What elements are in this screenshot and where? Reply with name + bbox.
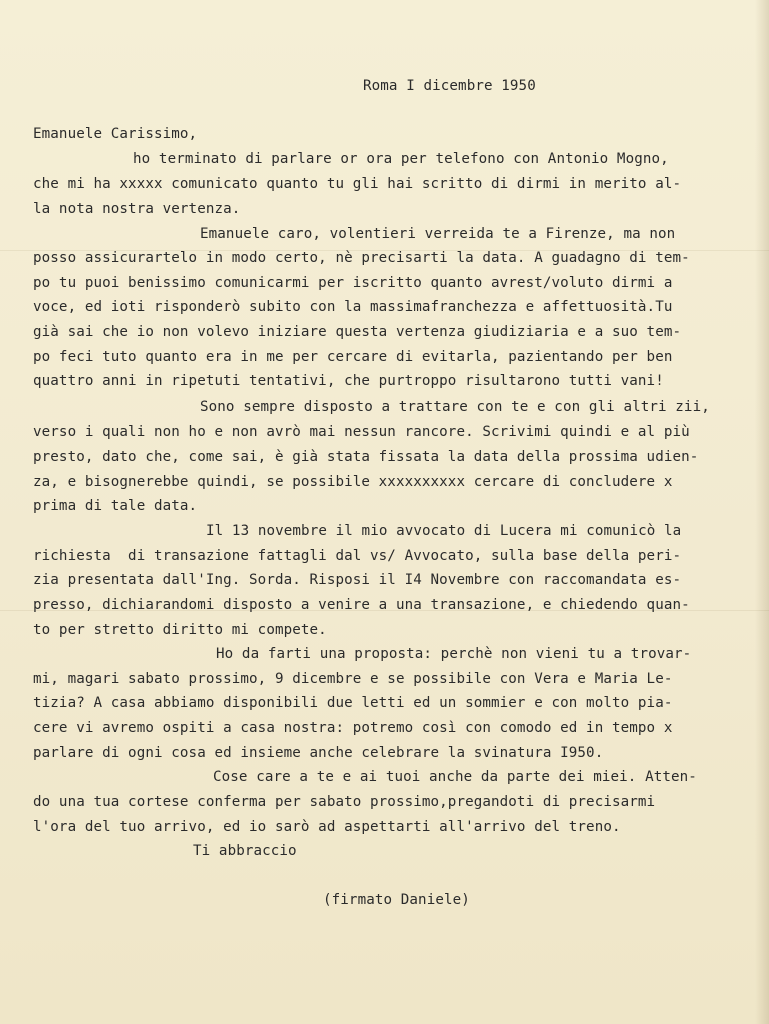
text-line: Cose care a te e ai tuoi anche da parte dei miei. Atten- bbox=[213, 769, 697, 785]
letter-closing: Ti abbraccio bbox=[193, 843, 297, 859]
text-line: posso assicurartelo in modo certo, nè precisarti la data. A guadagno di tem- bbox=[33, 250, 690, 266]
text-line: quattro anni in ripetuti tentativi, che purtroppo risultarono tutti vani! bbox=[33, 373, 664, 389]
letter-date: Roma I dicembre 1950 bbox=[363, 78, 536, 94]
letter-signature: (firmato Daniele) bbox=[323, 892, 470, 908]
text-line: po feci tuto quanto era in me per cercare di evitarla, pazientando per ben bbox=[33, 349, 673, 365]
text-line: to per stretto diritto mi compete. bbox=[33, 622, 327, 638]
text-line: prima di tale data. bbox=[33, 498, 198, 514]
text-line: richiesta di transazione fattagli dal vs/ Avvocato, sulla base della peri- bbox=[33, 548, 682, 564]
letter-salutation: Emanuele Carissimo, bbox=[33, 126, 198, 142]
text-line: Sono sempre disposto a trattare con te e con gli altri zii, bbox=[200, 399, 710, 415]
text-line: Emanuele caro, volentieri verreida te a Firenze, ma non bbox=[200, 226, 676, 242]
text-line: Il 13 novembre il mio avvocato di Lucera mi comunicò la bbox=[206, 523, 682, 539]
text-line: mi, magari sabato prossimo, 9 dicembre e se possibile con Vera e Maria Le- bbox=[33, 671, 673, 687]
text-line: zia presentata dall'Ing. Sorda. Risposi il I4 Novembre con raccomandata es- bbox=[33, 572, 682, 588]
text-line: za, e bisognerebbe quindi, se possibile xxxxxxxxxx cercare di concludere x bbox=[33, 474, 673, 490]
text-line: già sai che io non volevo iniziare questa vertenza giudiziaria e a suo tem- bbox=[33, 324, 682, 340]
text-line: l'ora del tuo arrivo, ed io sarò ad aspettarti all'arrivo del treno. bbox=[33, 819, 621, 835]
text-line: verso i quali non ho e non avrò mai nessun rancore. Scrivimi quindi e al più bbox=[33, 424, 690, 440]
text-line: la nota nostra vertenza. bbox=[33, 201, 241, 217]
text-line: do una tua cortese conferma per sabato prossimo,pregandoti di precisarmi bbox=[33, 794, 656, 810]
text-line: presso, dichiarandomi disposto a venire a una transazione, e chiedendo quan- bbox=[33, 597, 690, 613]
text-line: ho terminato di parlare or ora per telefono con Antonio Mogno, bbox=[133, 151, 669, 167]
text-line: cere vi avremo ospiti a casa nostra: potremo così con comodo ed in tempo x bbox=[33, 720, 673, 736]
text-line: che mi ha xxxxx comunicato quanto tu gli hai scritto di dirmi in merito al- bbox=[33, 176, 682, 192]
text-line: voce, ed ioti risponderò subito con la massimafranchezza e affettuosità.Tu bbox=[33, 299, 673, 315]
text-line: po tu puoi benissimo comunicarmi per iscritto quanto avrest/voluto dirmi a bbox=[33, 275, 673, 291]
text-line: parlare di ogni cosa ed insieme anche celebrare la svinatura I950. bbox=[33, 745, 604, 761]
text-line: Ho da farti una proposta: perchè non vieni tu a trovar- bbox=[216, 646, 692, 662]
text-line: tizia? A casa abbiamo disponibili due letti ed un sommier e con molto pia- bbox=[33, 695, 673, 711]
text-line: presto, dato che, come sai, è già stata fissata la data della prossima udien- bbox=[33, 449, 699, 465]
